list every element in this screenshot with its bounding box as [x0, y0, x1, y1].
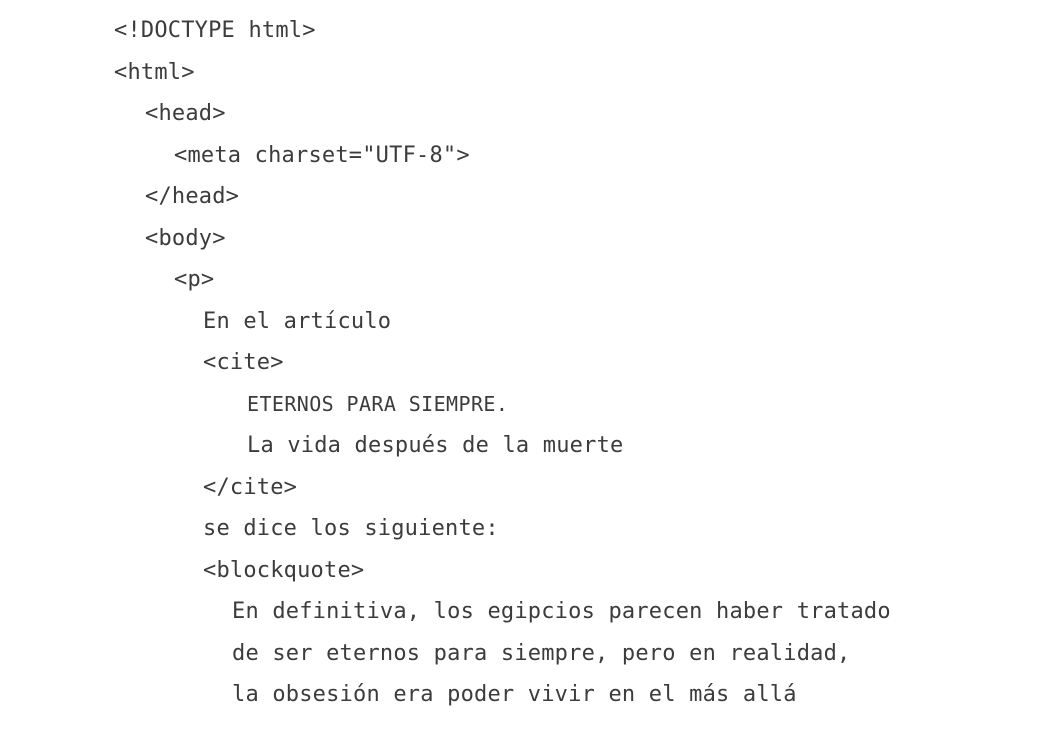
code-line-head-close: [0, 176, 1052, 218]
code-line-blockquote-open: [0, 550, 1052, 592]
code-line-text: <cite>: [203, 350, 284, 375]
code-line-meta: [0, 135, 1052, 177]
code-line-text: de ser eternos para siempre, pero en realidad,: [232, 640, 851, 666]
code-line-cite-open: [0, 342, 1052, 384]
code-line-p-open: [0, 259, 1052, 301]
code-line-cite-title: [0, 384, 1052, 426]
code-line-cite-subtitle: [0, 425, 1052, 467]
code-line-text: <!DOCTYPE html>: [114, 18, 316, 43]
code-line-text: se dice los siguiente:: [203, 516, 499, 541]
code-line-quote-1: [0, 591, 1052, 633]
code-line-doctype: [0, 10, 1052, 52]
code-line-text: En el artículo: [203, 308, 392, 334]
code-line-text: ETERNOS PARA SIEMPRE.: [247, 391, 509, 416]
code-line-text: </cite>: [203, 474, 298, 500]
code-line-text: <meta charset="UTF-8">: [174, 142, 470, 168]
code-line-text-intro: [0, 301, 1052, 343]
code-line-html-open: [0, 52, 1052, 94]
code-line-text: En definitiva, los egipcios parecen haber tratado: [232, 599, 891, 624]
code-line-text-lead: [0, 508, 1052, 550]
code-line-text: <p>: [174, 267, 215, 292]
code-line-quote-3: [0, 674, 1052, 716]
code-line-cite-close: [0, 467, 1052, 509]
code-line-text: <body>: [145, 225, 226, 251]
code-line-text: la obsesión era poder vivir en el más allá: [232, 682, 797, 707]
code-line-head-open: [0, 93, 1052, 135]
code-line-text: </head>: [145, 184, 240, 209]
code-listing: [0, 10, 1052, 716]
code-line-body-open: [0, 218, 1052, 260]
code-line-quote-2: [0, 633, 1052, 675]
code-line-text: <head>: [145, 101, 226, 126]
code-line-text: <blockquote>: [203, 557, 365, 583]
code-line-text: <html>: [114, 59, 195, 85]
code-line-text: La vida después de la muerte: [247, 433, 624, 458]
